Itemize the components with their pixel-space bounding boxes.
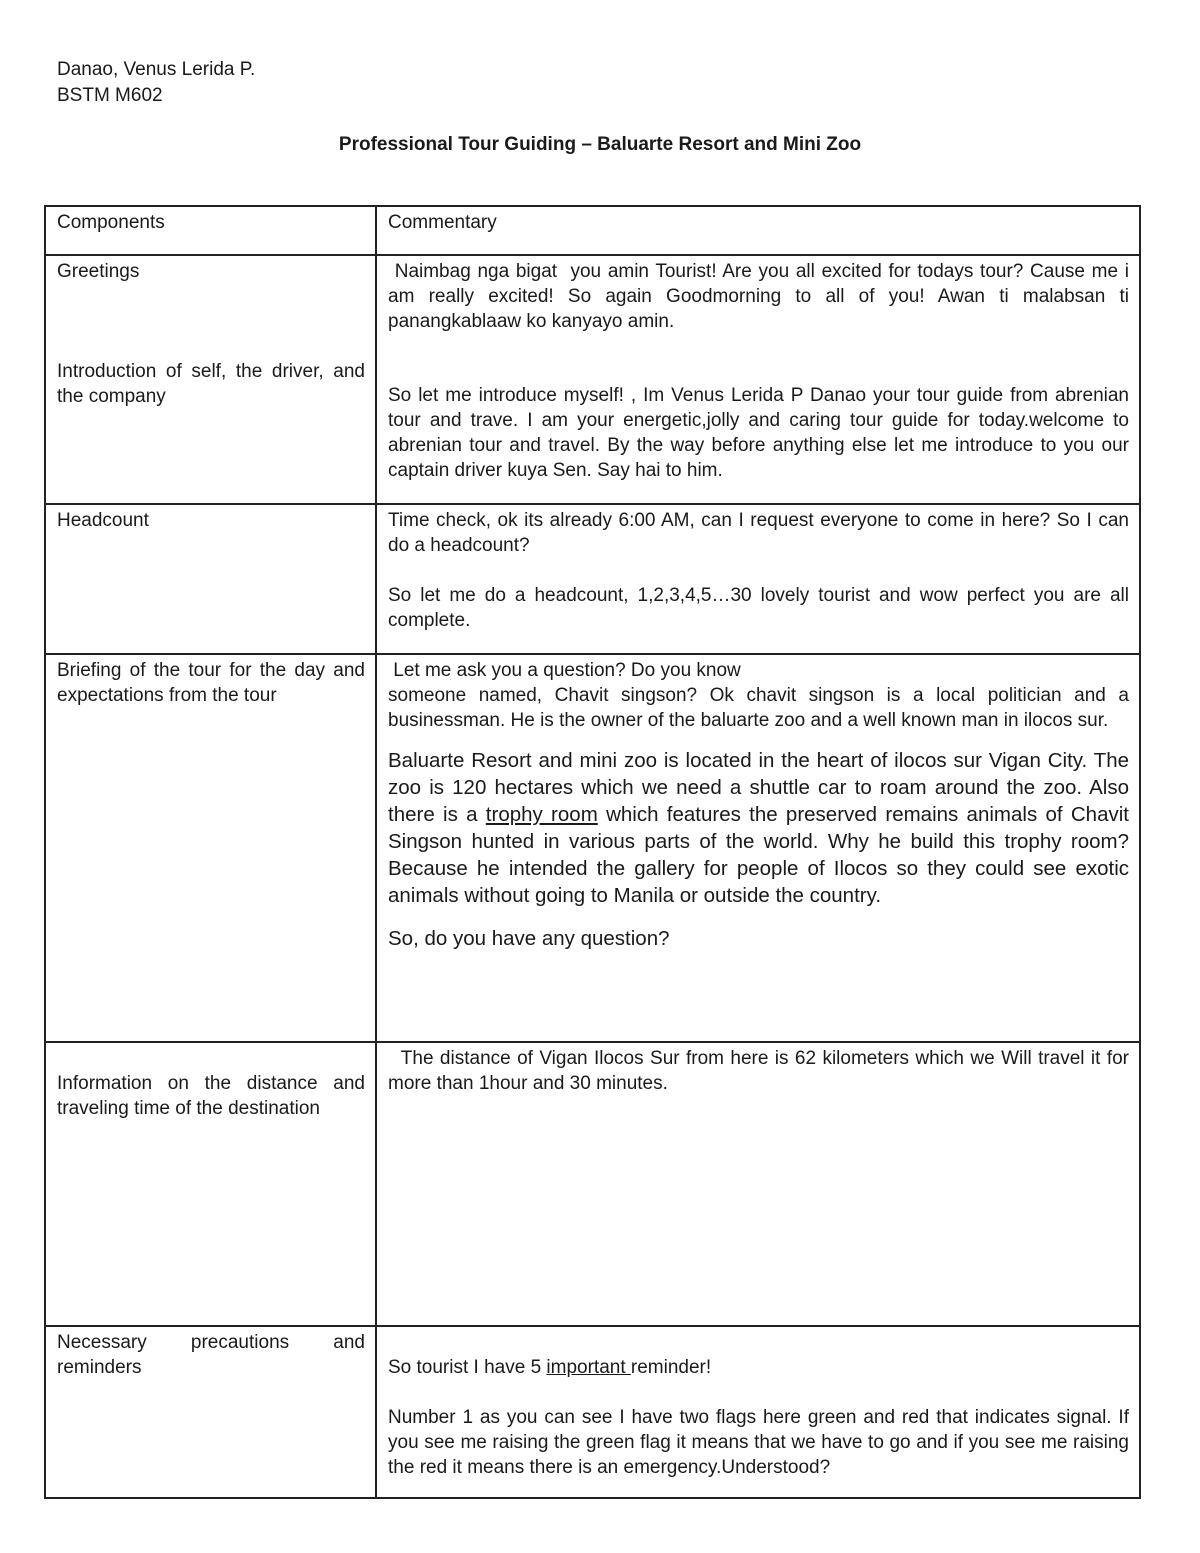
introduction-text: So let me introduce myself! , Im Venus Lerida P Danao your tour guide from abrenian tour and trave. I am your energetic,jolly and caring tour guide for today.welcome to abrenian tour and travel. By the way before anything else let me introduce to you our captain driver kuya Sen. Say hai to him. <box>388 385 1129 481</box>
briefing-text-2 <box>388 747 1129 909</box>
greetings-text: Naimbag nga bigat you amin Tourist! Are you all excited for todays tour? Cause me i am really excited! So again Goodmorning to all of you! Awan ti malabsan ti panangkablaaw ko kanyayo amin. <box>388 261 1135 332</box>
briefing-text-2b: which features the preserved remains animals of Chavit Singson hunted in various parts of the world. Why he build this trophy room? Because he intended the gallery for people of Ilocos so they could see exotic animals without going to Manila or outside the country. <box>388 803 1129 907</box>
header-commentary: Commentary <box>376 206 1140 255</box>
briefing-label: Briefing of the tour for the day and expectations from the tour <box>57 660 365 706</box>
headcount-text-1: Time check, ok its already 6:00 AM, can I request everyone to come in here? So I can do a headcount? <box>388 510 1129 556</box>
table-row-headcount <box>45 504 1140 654</box>
precautions-label: Necessary precautions and reminders <box>57 1332 365 1378</box>
components-cell-greetings <box>45 255 376 504</box>
briefing-text-2a: Baluarte Resort and mini zoo is located in the heart of ilocos sur Vigan City. The zoo is 120 hectares which we need a shuttle car to roam around the zoo. Also there is a <box>388 749 1129 826</box>
header-components: Components <box>45 206 376 255</box>
commentary-cell-greetings <box>376 255 1140 504</box>
components-cell-distance <box>45 1042 376 1326</box>
distance-text: The distance of Vigan Ilocos Sur from here is 62 kilometers which we Will travel it for more than 1hour and 30 minutes. <box>388 1048 1135 1094</box>
trophy-room-link: trophy room <box>485 803 598 826</box>
commentary-cell-precautions <box>376 1326 1140 1498</box>
course-code: BSTM M602 <box>57 85 163 106</box>
commentary-cell-headcount <box>376 504 1140 654</box>
precautions-text-1 <box>388 1355 1129 1380</box>
introduction-label: Introduction of self, the driver, and the company <box>57 361 365 407</box>
precautions-text-1a: So tourist I have 5 <box>388 1357 547 1378</box>
document-title: Professional Tour Guiding – Baluarte Resort and Mini Zoo <box>338 134 862 155</box>
briefing-text-3: So, do you have any question? <box>388 927 670 950</box>
components-cell-precautions <box>45 1326 376 1498</box>
greetings-label: Greetings <box>57 261 140 282</box>
headcount-label: Headcount <box>57 510 149 531</box>
briefing-question: Let me ask you a question? Do you know <box>388 660 741 681</box>
table-row-precautions <box>45 1326 1140 1498</box>
commentary-cell-briefing <box>376 654 1140 1042</box>
commentary-cell-distance <box>376 1042 1140 1326</box>
table-row-briefing <box>45 654 1140 1042</box>
headcount-text-2: So let me do a headcount, 1,2,3,4,5…30 lovely tourist and wow perfect you are all complete. <box>388 585 1129 631</box>
briefing-text-1: someone named, Chavit singson? Ok chavit singson is a local politician and a businessman. He is the owner of the baluarte zoo and a well known man in ilocos sur. <box>388 685 1129 731</box>
precautions-text-1b: reminder! <box>630 1357 712 1378</box>
precautions-text-2: Number 1 as you can see I have two flags here green and red that indicates signal. If you see me raising the green flag it means that we have to go and if you see me raising the red it means there is an emergency.Understood? <box>388 1407 1129 1478</box>
components-cell-headcount <box>45 504 376 654</box>
components-cell-briefing <box>45 654 376 1042</box>
distance-label: Information on the distance and traveling time of the destination <box>57 1073 365 1119</box>
table-row-distance <box>45 1042 1140 1326</box>
author-name: Danao, Venus Lerida P. <box>57 59 256 80</box>
important-underlined: important <box>546 1357 631 1378</box>
table-header-row <box>45 206 1140 255</box>
table-row-greetings <box>45 255 1140 504</box>
tour-guide-table <box>44 205 1141 1499</box>
